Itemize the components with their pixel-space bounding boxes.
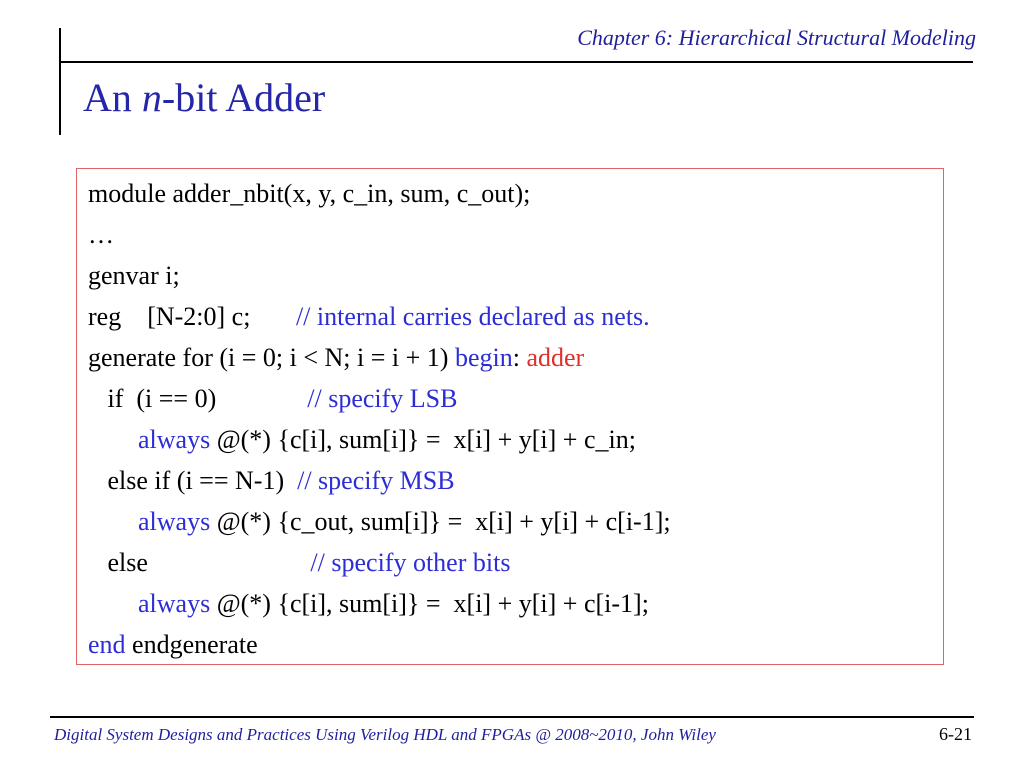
footer-rule	[50, 716, 974, 718]
code-text: else if (i == N-1)	[88, 466, 298, 495]
code-text: reg [N-2:0] c;	[88, 302, 296, 331]
code-comment: // specify MSB	[297, 466, 455, 495]
code-line-4	[88, 302, 650, 332]
code-line-10	[88, 548, 510, 578]
code-line-5	[88, 343, 584, 373]
code-keyword-end: end	[88, 630, 126, 659]
code-text: if (i == 0)	[88, 384, 308, 413]
code-line-9	[138, 507, 671, 537]
code-line-2	[88, 220, 114, 250]
code-ellipsis: …	[88, 220, 114, 249]
slide-title	[83, 74, 325, 121]
code-line-1	[88, 179, 530, 209]
code-colon: :	[512, 343, 527, 372]
code-keyword-always: always	[138, 507, 211, 536]
footer-citation: Digital System Designs and Practices Using Verilog HDL and FPGAs @ 2008~2010, John Wiley	[54, 725, 716, 744]
code-text: @(*) {c[i], sum[i]} = x[i] + y[i] + c_in;	[210, 425, 636, 454]
title-italic-n: n	[141, 75, 162, 120]
title-suffix: -bit Adder	[161, 75, 326, 120]
code-text: @(*) {c[i], sum[i]} = x[i] + y[i] + c[i-1];	[210, 589, 649, 618]
header-horizontal-rule	[59, 61, 973, 63]
code-line-3	[88, 261, 180, 291]
code-text: @(*) {c_out, sum[i]} = x[i] + y[i] + c[i-1];	[210, 507, 671, 536]
code-line-7	[138, 425, 636, 455]
code-keyword-always: always	[138, 589, 211, 618]
code-line-11	[138, 589, 649, 619]
code-text: generate for (i = 0; i < N; i = i + 1)	[88, 343, 455, 372]
code-line-8	[88, 466, 455, 496]
code-text: genvar i;	[88, 261, 180, 290]
code-keyword-always: always	[138, 425, 211, 454]
code-text: else	[88, 548, 311, 577]
code-keyword-begin: begin	[454, 343, 513, 372]
header-vertical-rule	[59, 28, 61, 135]
code-line-6	[88, 384, 457, 414]
page-number: 6-21	[939, 724, 972, 744]
code-comment: // internal carries declared as nets.	[295, 302, 650, 331]
code-comment: // specify other bits	[310, 548, 511, 577]
code-line-12	[88, 630, 258, 660]
code-text: module adder_nbit(x, y, c_in, sum, c_out);	[88, 179, 531, 208]
code-block-label: adder	[526, 343, 585, 372]
code-text: endgenerate	[125, 630, 258, 659]
title-prefix: An	[83, 75, 142, 120]
code-comment: // specify LSB	[307, 384, 458, 413]
chapter-heading: Chapter 6: Hierarchical Structural Modeling	[577, 25, 976, 50]
